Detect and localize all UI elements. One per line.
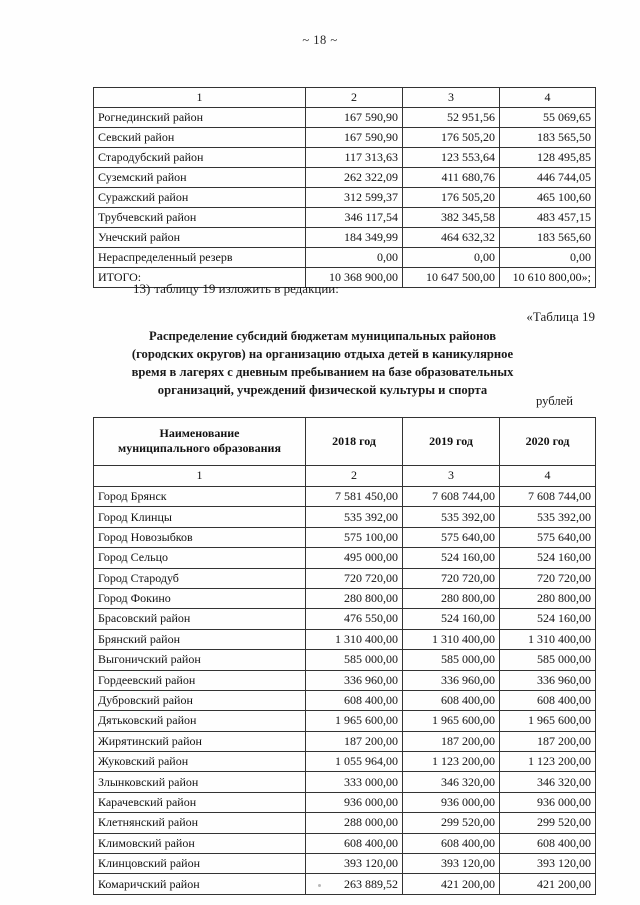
value-2018: 117 313,63 bbox=[306, 148, 403, 168]
table-row bbox=[94, 148, 596, 168]
value-2019: 346 320,00 bbox=[403, 772, 500, 792]
value-2020: 336 960,00 bbox=[500, 670, 596, 690]
list-item-text: таблицу 19 изложить в редакции: bbox=[154, 281, 339, 296]
value-2018: 346 117,54 bbox=[306, 208, 403, 228]
value-2018: 476 550,00 bbox=[306, 609, 403, 629]
value-2018: 167 590,90 bbox=[306, 128, 403, 148]
table-row bbox=[94, 833, 596, 853]
table-2 bbox=[93, 417, 596, 895]
value-2019: 1 310 400,00 bbox=[403, 629, 500, 649]
municipality-name: Климовский район bbox=[94, 833, 306, 853]
table-row bbox=[94, 690, 596, 710]
table-1-index-cell: 1 bbox=[94, 88, 306, 108]
list-item-number: 13) bbox=[133, 281, 151, 296]
municipality-name: Город Новозыбков bbox=[94, 527, 306, 547]
table-row bbox=[94, 188, 596, 208]
value-2019: 0,00 bbox=[403, 248, 500, 268]
value-2019: 299 520,00 bbox=[403, 813, 500, 833]
value-2018: 720 720,00 bbox=[306, 568, 403, 588]
table-2-index-cell: 3 bbox=[403, 466, 500, 487]
table-row bbox=[94, 128, 596, 148]
value-2019: 535 392,00 bbox=[403, 507, 500, 527]
value-2018: 336 960,00 bbox=[306, 670, 403, 690]
municipality-name: Суражский район bbox=[94, 188, 306, 208]
municipality-name: Комаричский район bbox=[94, 874, 306, 894]
value-2020: 720 720,00 bbox=[500, 568, 596, 588]
page-number: ~ 18 ~ bbox=[302, 33, 338, 47]
municipality-name: Жирятинский район bbox=[94, 731, 306, 751]
municipality-name: Дубровский район bbox=[94, 690, 306, 710]
page-title bbox=[95, 328, 550, 400]
value-2019: 421 200,00 bbox=[403, 874, 500, 894]
table-row bbox=[94, 650, 596, 670]
table-2-index-cell: 1 bbox=[94, 466, 306, 487]
title-line: организаций, учреждений физической культуры и спорта bbox=[157, 382, 488, 397]
municipality-name: Город Брянск bbox=[94, 487, 306, 507]
header-name-line-1: Наименование bbox=[159, 426, 240, 440]
value-2020: 585 000,00 bbox=[500, 650, 596, 670]
municipality-name: Брянский район bbox=[94, 629, 306, 649]
value-2020: 608 400,00 bbox=[500, 833, 596, 853]
column-header-name bbox=[94, 418, 306, 466]
value-2019: 936 000,00 bbox=[403, 792, 500, 812]
value-2018: 393 120,00 bbox=[306, 854, 403, 874]
table-1-index-cell: 3 bbox=[403, 88, 500, 108]
value-2020: 299 520,00 bbox=[500, 813, 596, 833]
table-row bbox=[94, 248, 596, 268]
value-2020: 280 800,00 bbox=[500, 588, 596, 608]
value-2018: 280 800,00 bbox=[306, 588, 403, 608]
value-2020: 608 400,00 bbox=[500, 690, 596, 710]
value-2018: 1 055 964,00 bbox=[306, 752, 403, 772]
value-2019: 176 505,20 bbox=[403, 188, 500, 208]
table-row bbox=[94, 548, 596, 568]
value-2018: 167 590,90 bbox=[306, 108, 403, 128]
value-2018: 184 349,99 bbox=[306, 228, 403, 248]
title-line: Распределение субсидий бюджетам муниципальных районов bbox=[148, 329, 497, 343]
table-row bbox=[94, 527, 596, 547]
table-caption-label: «Таблица 19 bbox=[526, 309, 595, 324]
value-2020: 187 200,00 bbox=[500, 731, 596, 751]
value-2019: 1 123 200,00 bbox=[403, 752, 500, 772]
table-1-container bbox=[93, 87, 595, 288]
municipality-name: Рогнединский район bbox=[94, 108, 306, 128]
value-2020: 575 640,00 bbox=[500, 527, 596, 547]
value-2019: 336 960,00 bbox=[403, 670, 500, 690]
table-1-index-cell: 2 bbox=[306, 88, 403, 108]
units-label: рублей bbox=[536, 394, 573, 408]
table-row bbox=[94, 629, 596, 649]
municipality-name: Город Фокино bbox=[94, 588, 306, 608]
total-label: ИТОГО: bbox=[94, 268, 306, 288]
total-2020: 10 610 800,00»; bbox=[500, 268, 596, 288]
column-header-2019: 2019 год bbox=[403, 418, 500, 466]
value-2019: 187 200,00 bbox=[403, 731, 500, 751]
scan-artifact bbox=[318, 884, 321, 887]
value-2020: 346 320,00 bbox=[500, 772, 596, 792]
header-name-line-2: муниципального образования bbox=[118, 441, 281, 455]
value-2018: 0,00 bbox=[306, 248, 403, 268]
value-2018: 585 000,00 bbox=[306, 650, 403, 670]
table-row bbox=[94, 507, 596, 527]
table-1-body bbox=[94, 88, 596, 288]
municipality-name: Карачевский район bbox=[94, 792, 306, 812]
value-2018: 495 000,00 bbox=[306, 548, 403, 568]
table-row bbox=[94, 568, 596, 588]
table-row bbox=[94, 228, 596, 248]
municipality-name: Нераспределенный резерв bbox=[94, 248, 306, 268]
value-2019: 176 505,20 bbox=[403, 128, 500, 148]
table-row bbox=[94, 588, 596, 608]
table-row bbox=[94, 813, 596, 833]
table-row bbox=[94, 854, 596, 874]
column-header-2018: 2018 год bbox=[306, 418, 403, 466]
value-2018: 333 000,00 bbox=[306, 772, 403, 792]
table-2-header-row bbox=[94, 418, 596, 466]
municipality-name: Стародубский район bbox=[94, 148, 306, 168]
table-row bbox=[94, 208, 596, 228]
value-2019: 411 680,76 bbox=[403, 168, 500, 188]
value-2020: 936 000,00 bbox=[500, 792, 596, 812]
value-2018: 262 322,09 bbox=[306, 168, 403, 188]
municipality-name: Город Сельцо bbox=[94, 548, 306, 568]
value-2019: 123 553,64 bbox=[403, 148, 500, 168]
value-2020: 446 744,05 bbox=[500, 168, 596, 188]
value-2018: 7 581 450,00 bbox=[306, 487, 403, 507]
table-row bbox=[94, 168, 596, 188]
value-2020: 393 120,00 bbox=[500, 854, 596, 874]
table-row bbox=[94, 670, 596, 690]
value-2018: 187 200,00 bbox=[306, 731, 403, 751]
municipality-name: Гордеевский район bbox=[94, 670, 306, 690]
value-2020: 1 310 400,00 bbox=[500, 629, 596, 649]
value-2018: 936 000,00 bbox=[306, 792, 403, 812]
title-line: время в лагерях с дневным пребыванием на базе образовательных bbox=[131, 364, 514, 379]
value-2019: 393 120,00 bbox=[403, 854, 500, 874]
table-2-container bbox=[93, 417, 595, 895]
value-2020: 524 160,00 bbox=[500, 609, 596, 629]
municipality-name: Злынковский район bbox=[94, 772, 306, 792]
value-2020: 483 457,15 bbox=[500, 208, 596, 228]
municipality-name: Суземский район bbox=[94, 168, 306, 188]
value-2018: 608 400,00 bbox=[306, 690, 403, 710]
value-2019: 280 800,00 bbox=[403, 588, 500, 608]
table-row bbox=[94, 609, 596, 629]
table-1 bbox=[93, 87, 596, 288]
table-row bbox=[94, 731, 596, 751]
value-2019: 524 160,00 bbox=[403, 548, 500, 568]
table-row bbox=[94, 874, 596, 894]
value-2018: 1 965 600,00 bbox=[306, 711, 403, 731]
municipality-name: Севский район bbox=[94, 128, 306, 148]
value-2020: 183 565,60 bbox=[500, 228, 596, 248]
municipality-name: Дятьковский район bbox=[94, 711, 306, 731]
value-2020: 421 200,00 bbox=[500, 874, 596, 894]
municipality-name: Клинцовский район bbox=[94, 854, 306, 874]
table-2-index-cell: 4 bbox=[500, 466, 596, 487]
value-2019: 608 400,00 bbox=[403, 833, 500, 853]
value-2019: 585 000,00 bbox=[403, 650, 500, 670]
table-row bbox=[94, 752, 596, 772]
value-2019: 608 400,00 bbox=[403, 690, 500, 710]
table-row bbox=[94, 108, 596, 128]
municipality-name: Брасовский район bbox=[94, 609, 306, 629]
value-2019: 575 640,00 bbox=[403, 527, 500, 547]
municipality-name: Клетнянский район bbox=[94, 813, 306, 833]
table-1-index-cell: 4 bbox=[500, 88, 596, 108]
value-2020: 1 965 600,00 bbox=[500, 711, 596, 731]
value-2020: 465 100,60 bbox=[500, 188, 596, 208]
table-2-body bbox=[94, 418, 596, 895]
value-2019: 524 160,00 bbox=[403, 609, 500, 629]
value-2018: 1 310 400,00 bbox=[306, 629, 403, 649]
value-2019: 52 951,56 bbox=[403, 108, 500, 128]
title-line: (городских округов) на организацию отдыха детей в каникулярное bbox=[131, 346, 514, 361]
value-2019: 1 965 600,00 bbox=[403, 711, 500, 731]
value-2020: 128 495,85 bbox=[500, 148, 596, 168]
value-2020: 535 392,00 bbox=[500, 507, 596, 527]
table-row bbox=[94, 792, 596, 812]
total-2018: 10 368 900,00 bbox=[306, 268, 403, 288]
value-2019: 464 632,32 bbox=[403, 228, 500, 248]
value-2018: 312 599,37 bbox=[306, 188, 403, 208]
value-2018: 288 000,00 bbox=[306, 813, 403, 833]
value-2019: 7 608 744,00 bbox=[403, 487, 500, 507]
column-header-2020: 2020 год bbox=[500, 418, 596, 466]
list-item-13 bbox=[133, 281, 339, 297]
value-2020: 0,00 bbox=[500, 248, 596, 268]
table-row bbox=[94, 711, 596, 731]
value-2019: 382 345,58 bbox=[403, 208, 500, 228]
table-1-index-row bbox=[94, 88, 596, 108]
value-2020: 1 123 200,00 bbox=[500, 752, 596, 772]
municipality-name: Город Стародуб bbox=[94, 568, 306, 588]
municipality-name: Город Клинцы bbox=[94, 507, 306, 527]
value-2020: 7 608 744,00 bbox=[500, 487, 596, 507]
total-2019: 10 647 500,00 bbox=[403, 268, 500, 288]
table-2-index-row bbox=[94, 466, 596, 487]
value-2018: 535 392,00 bbox=[306, 507, 403, 527]
value-2018: 608 400,00 bbox=[306, 833, 403, 853]
municipality-name: Унечский район bbox=[94, 228, 306, 248]
value-2018: 263 889,52 bbox=[306, 874, 403, 894]
municipality-name: Трубчевский район bbox=[94, 208, 306, 228]
table-row bbox=[94, 487, 596, 507]
value-2020: 183 565,50 bbox=[500, 128, 596, 148]
table-row bbox=[94, 772, 596, 792]
value-2019: 720 720,00 bbox=[403, 568, 500, 588]
municipality-name: Выгоничский район bbox=[94, 650, 306, 670]
table-2-index-cell: 2 bbox=[306, 466, 403, 487]
value-2020: 55 069,65 bbox=[500, 108, 596, 128]
value-2018: 575 100,00 bbox=[306, 527, 403, 547]
municipality-name: Жуковский район bbox=[94, 752, 306, 772]
value-2020: 524 160,00 bbox=[500, 548, 596, 568]
